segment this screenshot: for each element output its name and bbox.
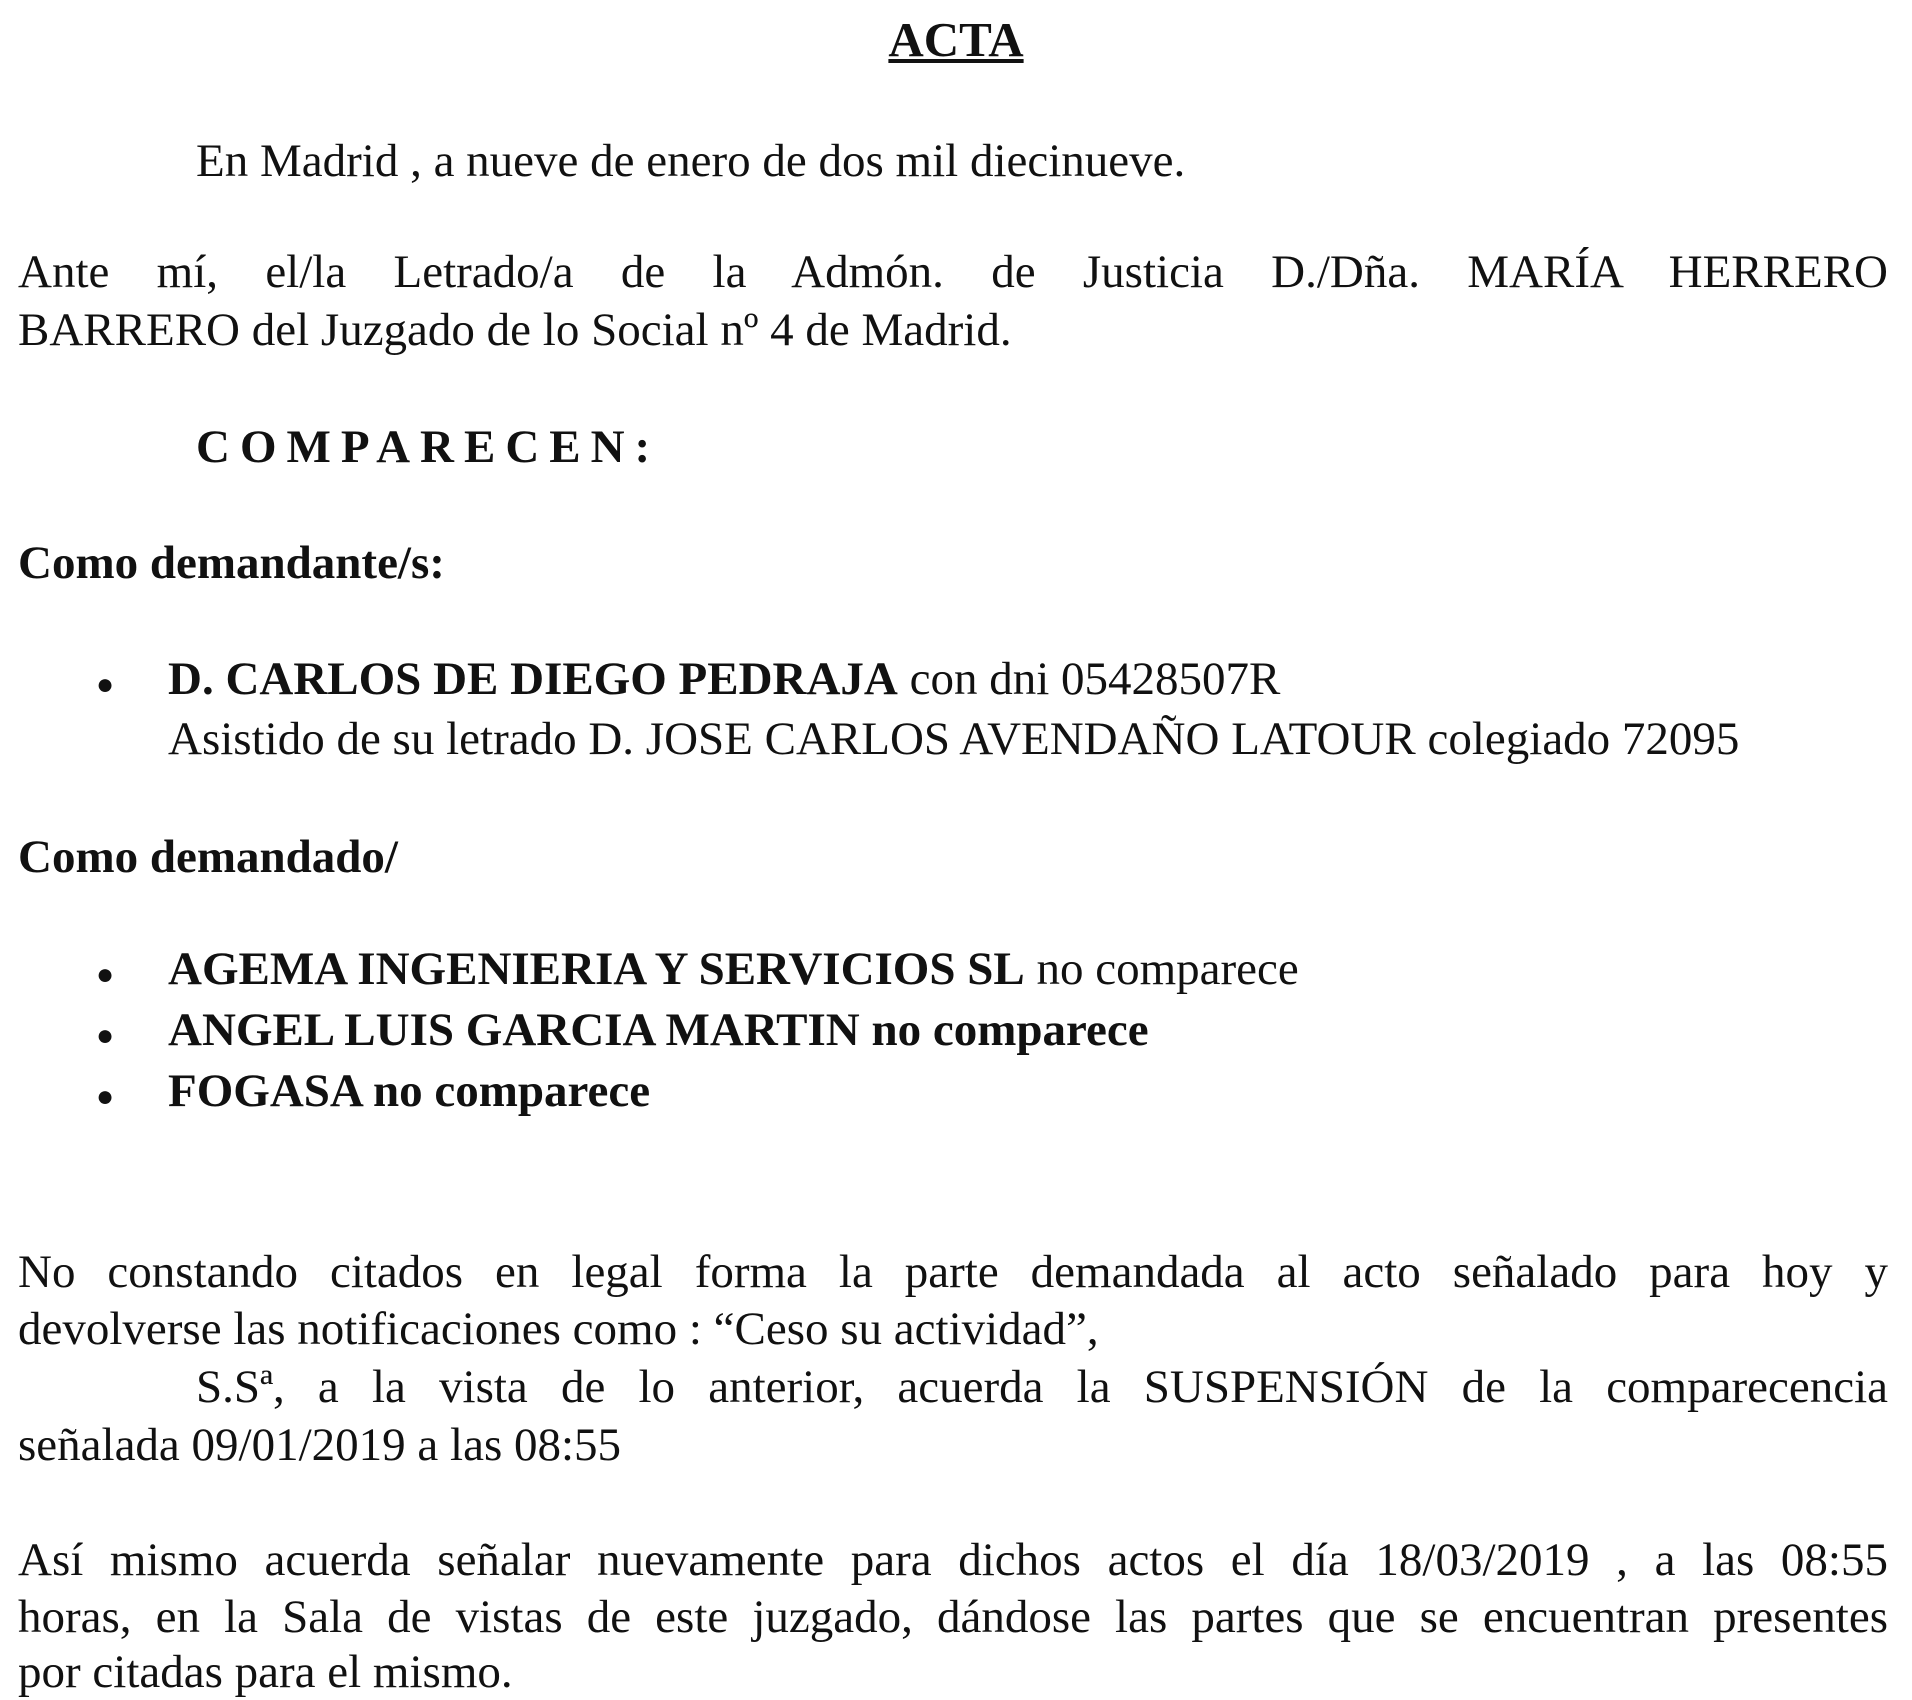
paragraph-1-line-2: devolverse las notificaciones como : “Ceso su actividad”, (18, 1303, 1099, 1355)
ante-line-1: Ante mí, el/la Letrado/a de la Admón. de Justicia D./Dña. MARÍA HERRERO (18, 246, 1888, 298)
bullet-icon: ● (96, 958, 115, 991)
bullet-icon: ● (96, 1080, 115, 1113)
demandante-dni: con dni 05428507R (897, 653, 1281, 705)
demandante-heading: Como demandante/s: (18, 537, 445, 589)
demandado-heading: Como demandado/ (18, 831, 398, 883)
ante-line-2: BARRERO del Juzgado de lo Social nº 4 de Madrid. (18, 304, 1012, 356)
bullet-icon: ● (96, 1019, 115, 1052)
paragraph-2-line-2: señalada 09/01/2019 a las 08:55 (18, 1419, 622, 1471)
demandado-item (168, 942, 1299, 996)
bullet-icon: ● (96, 668, 115, 701)
intro-line: En Madrid , a nueve de enero de dos mil diecinueve. (196, 135, 1186, 187)
demandado-item-name: ANGEL LUIS GARCIA MARTIN no comparece (168, 1004, 1149, 1056)
demandante-asistido: Asistido de su letrado D. JOSE CARLOS AVENDAÑO LATOUR colegiado 72095 (168, 713, 1740, 765)
comparecen-heading: COMPARECEN: (196, 421, 661, 473)
paragraph-3-line-3: por citadas para el mismo. (18, 1646, 513, 1698)
paragraph-2-line-1: S.Sª, a la vista de lo anterior, acuerda la SUSPENSIÓN de la comparecencia (196, 1361, 1888, 1413)
paragraph-3-line-2: horas, en la Sala de vistas de este juzgado, dándose las partes que se encuentran presentes (18, 1591, 1888, 1643)
demandante-line (168, 652, 1280, 706)
demandado-item (168, 1003, 1149, 1057)
demandado-item-status: no comparece (1024, 943, 1299, 995)
demandado-item-name: FOGASA no comparece (168, 1065, 651, 1117)
demandante-name: D. CARLOS DE DIEGO PEDRAJA (168, 653, 898, 705)
demandado-item-name: AGEMA INGENIERIA Y SERVICIOS SL (168, 943, 1025, 995)
document-title: ACTA (888, 12, 1024, 67)
paragraph-1-line-1: No constando citados en legal forma la parte demandada al acto señalado para hoy y (18, 1246, 1888, 1298)
demandado-item (168, 1064, 650, 1118)
paragraph-3-line-1: Así mismo acuerda señalar nuevamente para dichos actos el día 18/03/2019 , a las 08:55 (18, 1534, 1888, 1586)
